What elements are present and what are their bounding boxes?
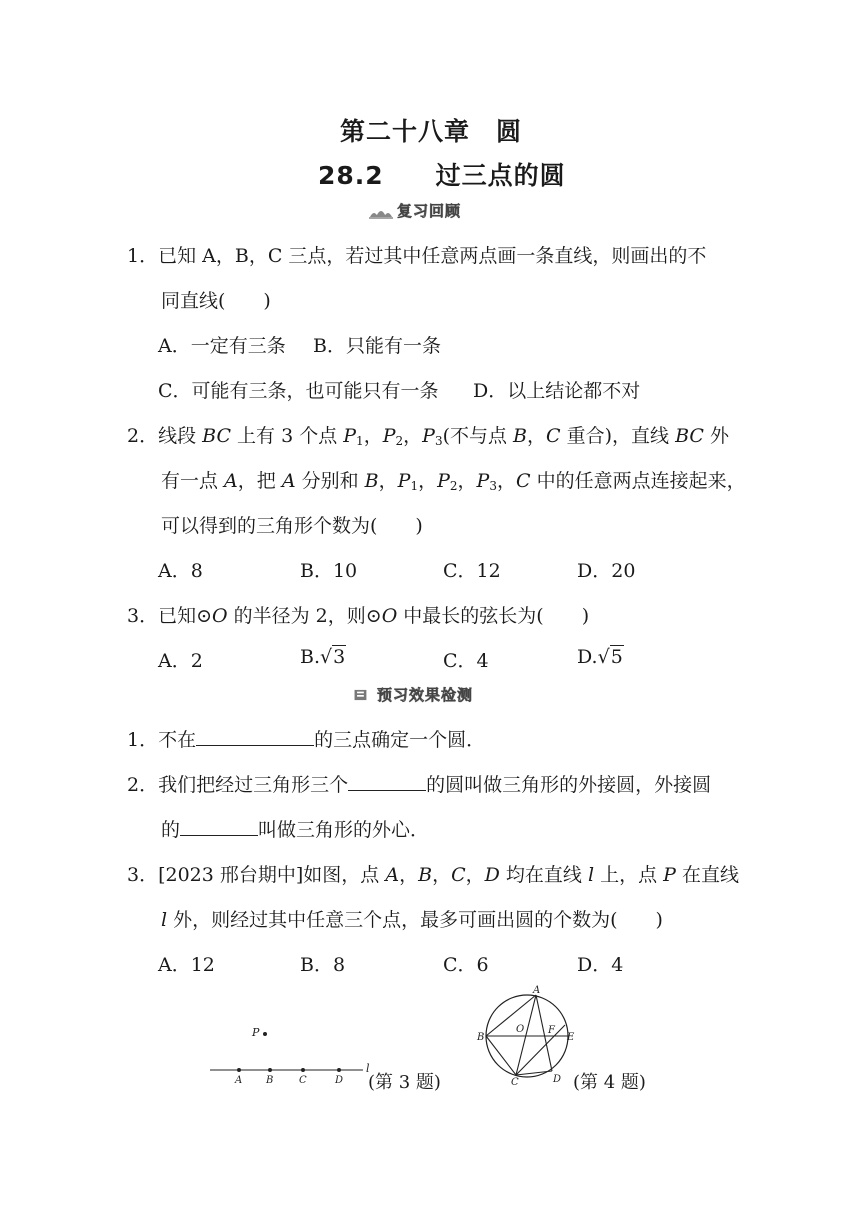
question-text: 的 — [161, 819, 181, 841]
question-number: 1． — [127, 245, 159, 267]
point-p — [263, 1032, 267, 1036]
preview-q3-line1: 3．[2023 邢台期中]如图，点 A，B，C，D 均在直线 l 上，点 P 在直线 — [127, 864, 739, 886]
figure-3 — [205, 1020, 380, 1090]
label-f: F — [548, 1025, 555, 1036]
sqrt-5: √5 — [597, 646, 623, 668]
answer-blank[interactable] — [348, 789, 426, 791]
label-o: O — [516, 1024, 525, 1035]
preview-q3-line2: l 外，则经过其中任意三个点，最多可画出圆的个数为( ) — [161, 909, 663, 931]
review-q2-option-a: A．8 — [158, 560, 203, 582]
review-q2-option-c: C．12 — [443, 560, 501, 582]
label-d: D — [553, 1074, 562, 1085]
chord-ac — [516, 995, 536, 1075]
preview-badge — [352, 684, 473, 705]
lotus-icon — [368, 203, 394, 219]
review-q2-option-d: D．20 — [577, 560, 636, 582]
review-q1-option-a: A．一定有三条 — [158, 335, 286, 357]
preview-q3-option-a: A．12 — [158, 954, 215, 976]
review-q3-line1: 3．已知⊙O 的半径为 2，则⊙O 中最长的弦长为( ) — [127, 605, 590, 627]
review-q2-line2: 有一点 A，把 A 分别和 B，$P_1$，$P_2$，$P_3$，C 中的任意两点连接起来， — [161, 470, 746, 493]
point-c-label: C — [299, 1075, 307, 1086]
review-q1-option-c: C．可能有三条，也可能只有一条 — [158, 380, 439, 402]
preview-q2-line2 — [161, 815, 429, 842]
review-q3-option-c: C．4 — [443, 650, 489, 672]
review-q3-option-a: A．2 — [158, 650, 203, 672]
review-q1-line1 — [127, 241, 706, 268]
review-badge-label: 复习回顾 — [397, 202, 462, 220]
preview-q3-option-c: C．6 — [443, 954, 489, 976]
review-q1-option-d: D．以上结论都不对 — [473, 380, 641, 402]
figure-4-caption: (第 4 题) — [573, 1072, 646, 1093]
line-l-label: l — [366, 1062, 370, 1075]
figure-4 — [476, 983, 576, 1087]
preview-badge-label: 预习效果检测 — [377, 686, 474, 704]
question-number: 3． — [127, 605, 159, 627]
figure-3-caption: (第 3 题) — [368, 1072, 441, 1093]
point-a — [237, 1068, 241, 1072]
question-text: 的三点确定一个圆． — [314, 729, 486, 751]
point-d — [337, 1068, 341, 1072]
preview-q2-line1 — [127, 770, 711, 797]
review-q1-line2: 同直线( ) — [161, 290, 271, 312]
question-text: 的圆叫做三角形的外接圆，外接圆 — [426, 774, 712, 796]
review-badge — [368, 200, 461, 221]
label-b: B — [477, 1032, 485, 1043]
chord-cd — [516, 1071, 552, 1075]
book-icon — [352, 687, 374, 703]
question-text: 1．不在 — [127, 729, 197, 751]
label-c: C — [511, 1077, 519, 1087]
preview-q3-option-d: D．4 — [577, 954, 624, 976]
chord-ab — [486, 995, 536, 1036]
point-d-label: D — [335, 1075, 344, 1086]
label-a: A — [533, 985, 541, 996]
point-p-label: P — [252, 1026, 260, 1039]
point-c — [301, 1068, 305, 1072]
section-title: 28.2 过三点的圆 — [318, 161, 566, 190]
preview-q3-option-b: B．8 — [300, 954, 346, 976]
review-q2-option-b: B．10 — [300, 560, 358, 582]
answer-blank[interactable] — [180, 834, 258, 836]
point-b-label: B — [266, 1075, 274, 1086]
point-b — [268, 1068, 272, 1072]
review-q1-option-b: B．只能有一条 — [313, 335, 441, 357]
point-a-label: A — [235, 1075, 243, 1086]
review-q3-option-b: B.√3 — [300, 646, 346, 668]
answer-blank[interactable] — [196, 744, 314, 746]
review-q2-line1: 2．线段 BC 上有 3 个点 $P_1$，$P_2$，$P_3$(不与点 B，C 重合)，直线 BC 外 — [127, 425, 729, 448]
question-text: 已知 A，B，C 三点，若过其中任意两点画一条直线，则画出的不 — [158, 245, 707, 267]
sqrt-3: √3 — [320, 646, 346, 668]
question-text: 叫做三角形的外心． — [258, 819, 430, 841]
preview-q1 — [127, 725, 485, 752]
review-q3-option-d: D.√5 — [577, 646, 623, 668]
chapter-title: 第二十八章 圆 — [340, 117, 523, 146]
review-q2-line3: 可以得到的三角形个数为( ) — [161, 515, 423, 537]
question-number: 2． — [127, 425, 159, 447]
question-text: 2．我们把经过三角形三个 — [127, 774, 349, 796]
label-e: E — [567, 1032, 575, 1043]
